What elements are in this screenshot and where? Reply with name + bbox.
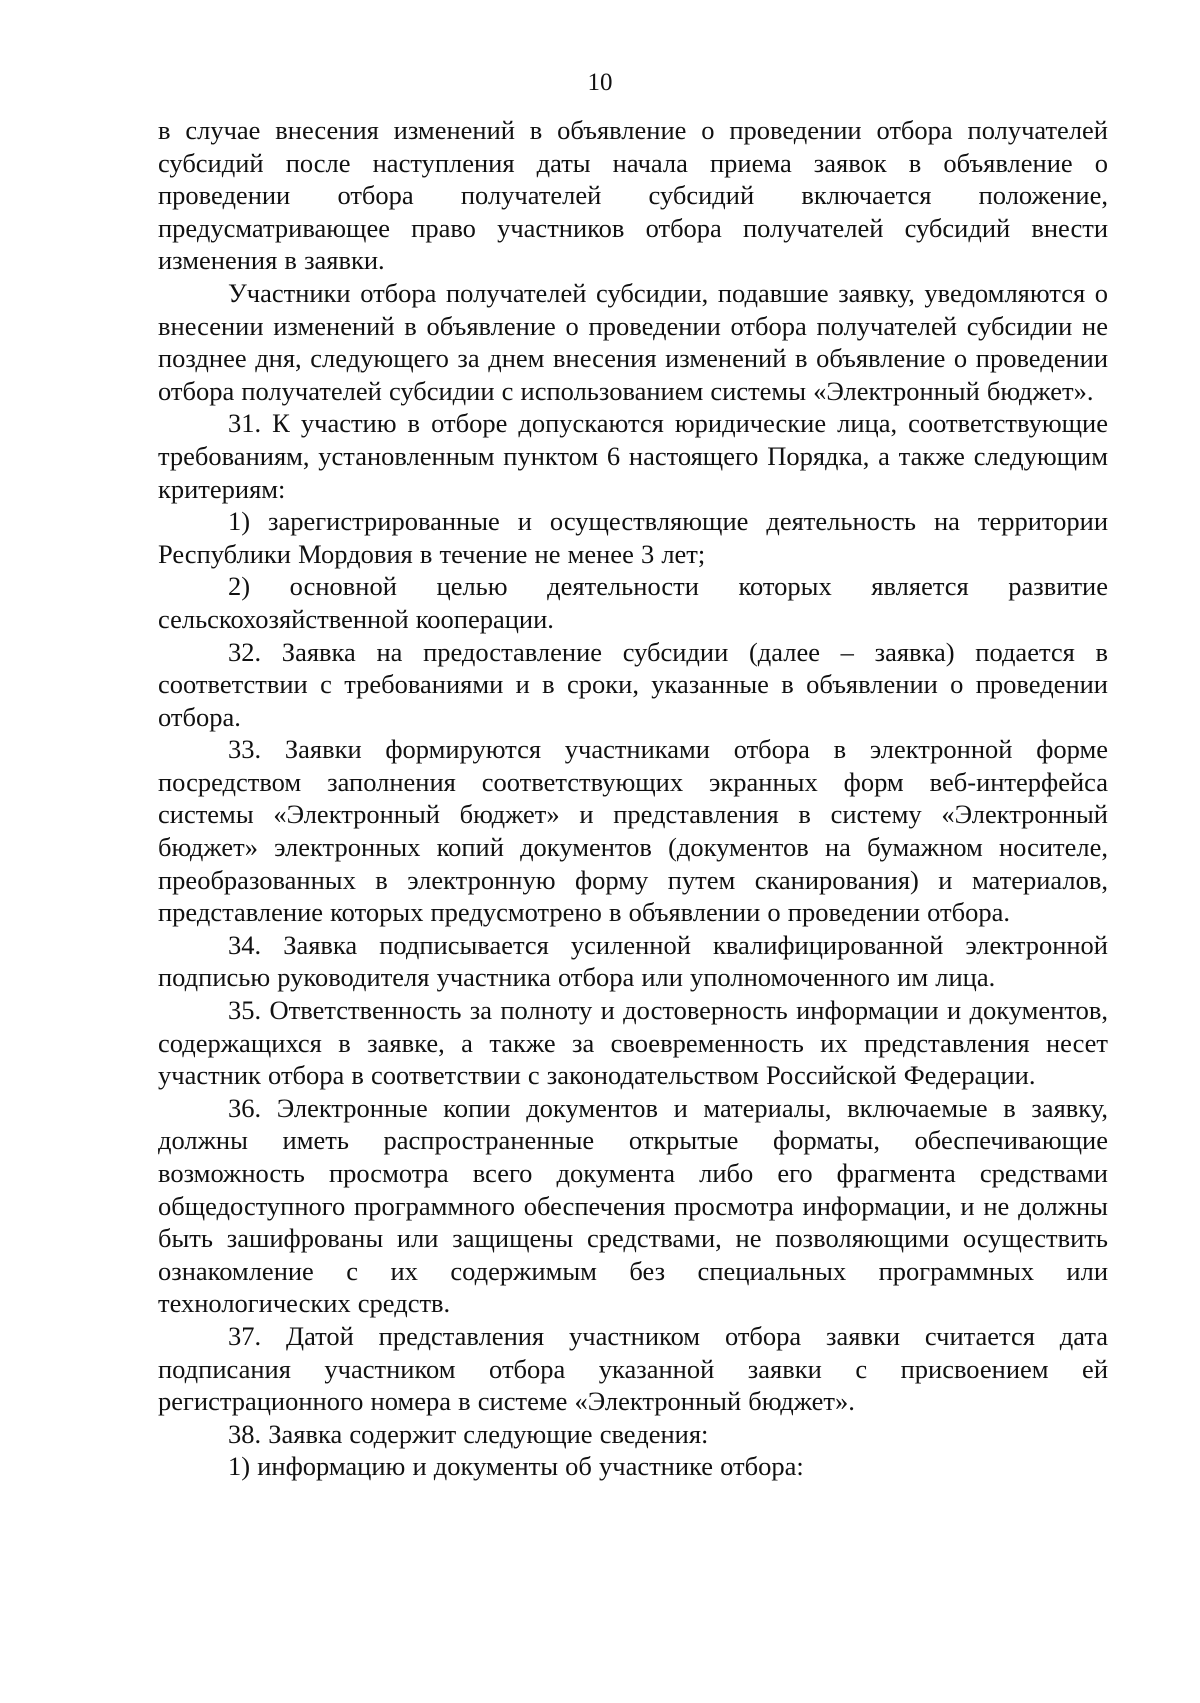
paragraph-31-item-1: 1) зарегистрированные и осуществляющие деятельность на территории Республики Мордовия в течение не менее 3 лет; [158, 506, 1108, 569]
paragraph-36: 36. Электронные копии документов и материалы, включаемые в заявку, должны иметь распространенные открытые форматы, обеспечивающие возможность просмотра всего документа либо его фрагмента средствами общедоступного программного обеспечения просмотра информации, и не должны быть зашифрованы или защищены средствами, не позволяющими осуществить ознакомление с их содержимым без специальных программных или технологических средств. [158, 1092, 1108, 1319]
paragraph-37: 37. Датой представления участником отбора заявки считается дата подписания участником отбора указанной заявки с присвоением ей регистрационного номера в системе «Электронный бюджет». [158, 1320, 1108, 1417]
paragraph-31-item-2: 2) основной целью деятельности которых является развитие сельскохозяйственной кооперации. [158, 571, 1108, 634]
page-number: 10 [587, 69, 613, 96]
paragraph-34: 34. Заявка подписывается усиленной квалифицированной электронной подписью руководителя участника отбора или уполномоченного им лица. [158, 929, 1108, 993]
paragraph-32: 32. Заявка на предоставление субсидии (далее – заявка) подается в соответствии с требованиями и в сроки, указанные в объявлении о проведении отбора. [158, 636, 1108, 732]
paragraph-35: 35. Ответственность за полноту и достоверность информации и документов, содержащихся в заявке, а также за своевременность их представления несет участник отбора в соответствии с законодательством Российской Федерации. [158, 995, 1108, 1091]
paragraph-amendment-continuation: в случае внесения изменений в объявление о проведении отбора получателей субсидий после наступления даты начала приема заявок в объявление о проведении отбора получателей субсидий включается положение, предусматривающее право участников отбора получателей субсидий внести изменения в заявки. [158, 115, 1108, 276]
paragraph-38: 38. Заявка содержит следующие сведения: [228, 1418, 709, 1449]
paragraph-38-item-1: 1) информацию и документы об участнике отбора: [228, 1451, 804, 1482]
paragraph-31: 31. К участию в отборе допускаются юридические лица, соответствующие требованиям, установленным пунктом 6 настоящего Порядка, а также следующим критериям: [158, 408, 1108, 504]
document-body [158, 114, 1108, 1483]
paragraph-33: 33. Заявки формируются участниками отбора в электронной форме посредством заполнения соответствующих экранных форм веб-интерфейса системы «Электронный бюджет» и представления в систему «Электронный бюджет» электронных копий документов (документов на бумажном носителе, преобразованных в электронную форму путем сканирования) и материалов, представление которых предусмотрено в объявлении о проведении отбора. [158, 734, 1108, 928]
paragraph-participant-notification: Участники отбора получателей субсидии, подавшие заявку, уведомляются о внесении изменений в объявление о проведении отбора получателей субсидии не позднее дня, следующего за днем внесения изменений в объявление о проведении отбора получателей субсидии с использованием системы «Электронный бюджет». [158, 277, 1108, 406]
